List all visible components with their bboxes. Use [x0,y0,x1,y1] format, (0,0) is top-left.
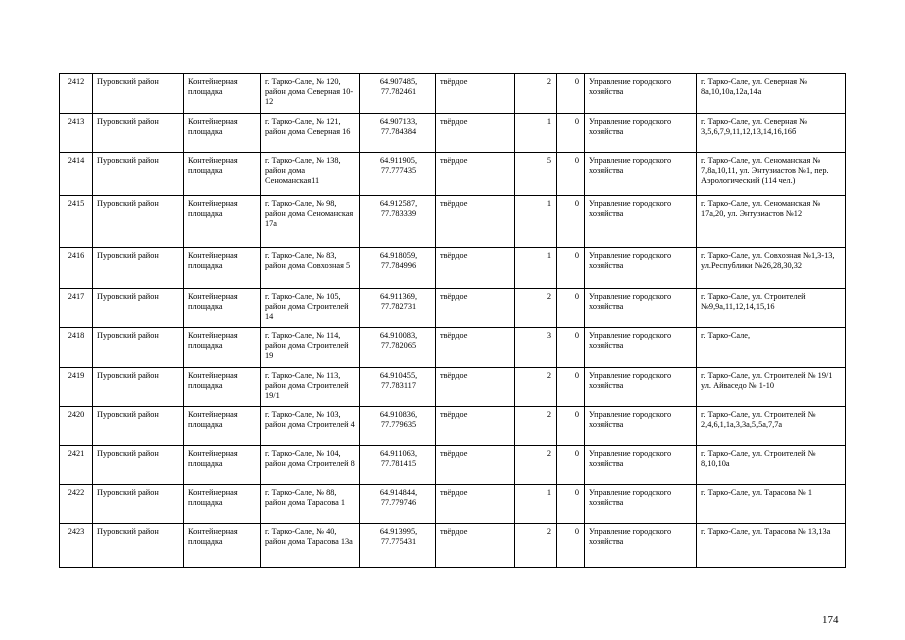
site-type-cell: Контейнерная площадка [184,114,261,153]
container-count-cell: 2 [515,368,557,407]
coordinates-cell: 64.912587, 77.783339 [360,196,436,248]
container-count-cell: 3 [515,328,557,368]
coordinates-cell: 64.913995, 77.775431 [360,524,436,568]
table-row [60,248,846,289]
address-cell: г. Тарко-Сале, № 120, район дома Северная 10-12 [261,74,360,114]
coordinates-cell: 64.918059, 77.784996 [360,248,436,289]
served-addresses-cell: г. Тарко-Сале, ул. Строителей № 19/1 ул. Айваседо № 1-10 [697,368,846,407]
owner-cell: Управление городского хозяйства [585,485,697,524]
coordinates-cell: 64.914844, 77.779746 [360,485,436,524]
served-addresses-cell: г. Тарко-Сале, ул. Северная № 3,5,6,7,9,11,12,13,14,16,16б [697,114,846,153]
district-cell: Пуровский район [93,74,184,114]
extra-count-cell: 0 [557,524,585,568]
served-addresses-cell: г. Тарко-Сале, ул. Сеноманская № 17а,20, ул. Энтузиастов №12 [697,196,846,248]
address-cell: г. Тарко-Сале, № 103, район дома Строителей 4 [261,407,360,446]
owner-cell: Управление городского хозяйства [585,196,697,248]
extra-count-cell: 0 [557,289,585,328]
surface-cell: твёрдое [436,153,515,196]
owner-cell: Управление городского хозяйства [585,114,697,153]
site-type-cell: Контейнерная площадка [184,407,261,446]
address-cell: г. Тарко-Сале, № 83, район дома Совхозная 5 [261,248,360,289]
container-count-cell: 2 [515,446,557,485]
row-id-cell: 2423 [60,524,93,568]
coordinates-cell: 64.911905, 77.777435 [360,153,436,196]
coordinates-cell: 64.910455, 77.783117 [360,368,436,407]
address-cell: г. Тарко-Сале, № 105, район дома Строителей 14 [261,289,360,328]
surface-cell: твёрдое [436,114,515,153]
surface-cell: твёрдое [436,74,515,114]
table-row [60,153,846,196]
row-id-cell: 2416 [60,248,93,289]
row-id-cell: 2421 [60,446,93,485]
site-type-cell: Контейнерная площадка [184,153,261,196]
row-id-cell: 2413 [60,114,93,153]
served-addresses-cell: г. Тарко-Сале, ул. Строителей № 2,4,6,1,1а,3,3а,5,5а,7,7а [697,407,846,446]
container-count-cell: 1 [515,196,557,248]
site-type-cell: Контейнерная площадка [184,289,261,328]
extra-count-cell: 0 [557,407,585,446]
site-type-cell: Контейнерная площадка [184,328,261,368]
table-row [60,328,846,368]
district-cell: Пуровский район [93,289,184,328]
row-id-cell: 2418 [60,328,93,368]
served-addresses-cell: г. Тарко-Сале, [697,328,846,368]
extra-count-cell: 0 [557,248,585,289]
extra-count-cell: 0 [557,485,585,524]
table-row [60,114,846,153]
served-addresses-cell: г. Тарко-Сале, ул. Совхозная №1,3-13, ул.Республики №26,28,30,32 [697,248,846,289]
extra-count-cell: 0 [557,74,585,114]
extra-count-cell: 0 [557,114,585,153]
row-id-cell: 2419 [60,368,93,407]
served-addresses-cell: г. Тарко-Сале, ул. Тарасова № 1 [697,485,846,524]
district-cell: Пуровский район [93,407,184,446]
table-body [60,74,846,568]
district-cell: Пуровский район [93,485,184,524]
served-addresses-cell: г. Тарко-Сале, ул. Северная № 8а,10,10а,12а,14а [697,74,846,114]
owner-cell: Управление городского хозяйства [585,74,697,114]
district-cell: Пуровский район [93,524,184,568]
row-id-cell: 2415 [60,196,93,248]
district-cell: Пуровский район [93,368,184,407]
table-row [60,524,846,568]
served-addresses-cell: г. Тарко-Сале, ул. Строителей №9,9а,11,12,14,15,16 [697,289,846,328]
container-count-cell: 2 [515,407,557,446]
owner-cell: Управление городского хозяйства [585,328,697,368]
table-row [60,289,846,328]
coordinates-cell: 64.907133, 77.784384 [360,114,436,153]
coordinates-cell: 64.910083, 77.782065 [360,328,436,368]
row-id-cell: 2412 [60,74,93,114]
owner-cell: Управление городского хозяйства [585,446,697,485]
surface-cell: твёрдое [436,328,515,368]
row-id-cell: 2420 [60,407,93,446]
extra-count-cell: 0 [557,196,585,248]
owner-cell: Управление городского хозяйства [585,248,697,289]
address-cell: г. Тарко-Сале, № 40, район дома Тарасова 13а [261,524,360,568]
surface-cell: твёрдое [436,248,515,289]
container-count-cell: 2 [515,524,557,568]
coordinates-cell: 64.907485, 77.782461 [360,74,436,114]
address-cell: г. Тарко-Сале, № 88, район дома Тарасова 1 [261,485,360,524]
address-cell: г. Тарко-Сале, № 121, район дома Северная 16 [261,114,360,153]
row-id-cell: 2417 [60,289,93,328]
coordinates-cell: 64.911063, 77.781415 [360,446,436,485]
district-cell: Пуровский район [93,446,184,485]
container-count-cell: 1 [515,114,557,153]
address-cell: г. Тарко-Сале, № 104, район дома Строителей 8 [261,446,360,485]
row-id-cell: 2414 [60,153,93,196]
table-row [60,407,846,446]
owner-cell: Управление городского хозяйства [585,407,697,446]
container-count-cell: 5 [515,153,557,196]
container-count-cell: 1 [515,485,557,524]
address-cell: г. Тарко-Сале, № 114, район дома Строителей 19 [261,328,360,368]
container-count-cell: 2 [515,74,557,114]
table-row [60,74,846,114]
owner-cell: Управление городского хозяйства [585,289,697,328]
district-cell: Пуровский район [93,328,184,368]
container-count-cell: 1 [515,248,557,289]
district-cell: Пуровский район [93,196,184,248]
site-type-cell: Контейнерная площадка [184,196,261,248]
surface-cell: твёрдое [436,485,515,524]
district-cell: Пуровский район [93,153,184,196]
surface-cell: твёрдое [436,446,515,485]
site-type-cell: Контейнерная площадка [184,74,261,114]
extra-count-cell: 0 [557,328,585,368]
site-type-cell: Контейнерная площадка [184,368,261,407]
registry-table [59,73,846,568]
coordinates-cell: 64.910836, 77.779635 [360,407,436,446]
site-type-cell: Контейнерная площадка [184,248,261,289]
owner-cell: Управление городского хозяйства [585,524,697,568]
district-cell: Пуровский район [93,248,184,289]
extra-count-cell: 0 [557,446,585,485]
district-cell: Пуровский район [93,114,184,153]
served-addresses-cell: г. Тарко-Сале, ул. Сеноманская № 7,8а,10,11, ул. Энтузиастов №1, пер. Аэрологический (114 чел.) [697,153,846,196]
site-type-cell: Контейнерная площадка [184,485,261,524]
extra-count-cell: 0 [557,368,585,407]
coordinates-cell: 64.911369, 77.782731 [360,289,436,328]
owner-cell: Управление городского хозяйства [585,153,697,196]
table-row [60,446,846,485]
table-row [60,485,846,524]
page-number: 174 [822,614,839,626]
served-addresses-cell: г. Тарко-Сале, ул. Строителей № 8,10,10а [697,446,846,485]
row-id-cell: 2422 [60,485,93,524]
table-row [60,368,846,407]
served-addresses-cell: г. Тарко-Сале, ул. Тарасова № 13,13а [697,524,846,568]
surface-cell: твёрдое [436,196,515,248]
site-type-cell: Контейнерная площадка [184,446,261,485]
surface-cell: твёрдое [436,368,515,407]
address-cell: г. Тарко-Сале, № 113, район дома Строителей 19/1 [261,368,360,407]
extra-count-cell: 0 [557,153,585,196]
owner-cell: Управление городского хозяйства [585,368,697,407]
surface-cell: твёрдое [436,524,515,568]
surface-cell: твёрдое [436,289,515,328]
container-count-cell: 2 [515,289,557,328]
table-row [60,196,846,248]
address-cell: г. Тарко-Сале, № 138, район дома Сеноманская11 [261,153,360,196]
site-type-cell: Контейнерная площадка [184,524,261,568]
surface-cell: твёрдое [436,407,515,446]
address-cell: г. Тарко-Сале, № 98, район дома Сеноманская 17а [261,196,360,248]
